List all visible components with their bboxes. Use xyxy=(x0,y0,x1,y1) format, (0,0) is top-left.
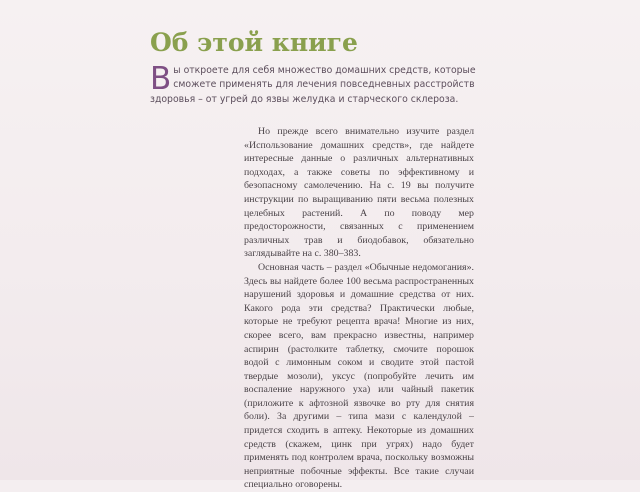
lead-paragraph xyxy=(150,61,495,107)
body-text xyxy=(244,125,474,492)
lead-text: ы откроете для себя множество домашних средств, которые сможете применять для лечения повседневных расстройств здоровья – от угрей до язвы желудка и старческого склероза. xyxy=(150,65,476,105)
page-title: Об этой книге xyxy=(150,28,358,57)
body-paragraph-1: Но прежде всего внимательно изучите раздел «Использование домашних средств», где найдете интересные данные о различных альтернативных подходах, а также советы по эффективному и безопасному самолечению. На с. 19 вы получите инструкции по выращиванию пяти весьма полезных целебных растений. А по поводу мер предосторожности, связанных с применением различных трав и биодобавок, обязательно заглядывайте на с. 380–383. xyxy=(244,126,474,260)
body-paragraph-2: Основная часть – раздел «Обычные недомогания». Здесь вы найдете более 100 весьма распространенных нарушений здоровья и домашние средства от них. Какого рода эти средства? Практически любые, которые не требуют рецепта врача! Многие из них, скорее всего, вам прекрасно известны, например аспирин (растолките таблетку, смочите порошок водой с лимонным соком и сводите этой пастой твердые мозоли), уксус (попробуйте лечить им воспаление наружного уха) или чайный пакетик (приложите к афтозной язвочке во рту для снятия боли). За другими – типа мази с календулой – придется сходить в аптеку. Некоторые из домашних средств (скажем, цинк при угрях) надо будет применять под контролем врача, поскольку возможны неприятные побочные эффекты. Все такие случаи специально оговорены. xyxy=(244,261,474,491)
drop-cap: В xyxy=(150,61,172,97)
